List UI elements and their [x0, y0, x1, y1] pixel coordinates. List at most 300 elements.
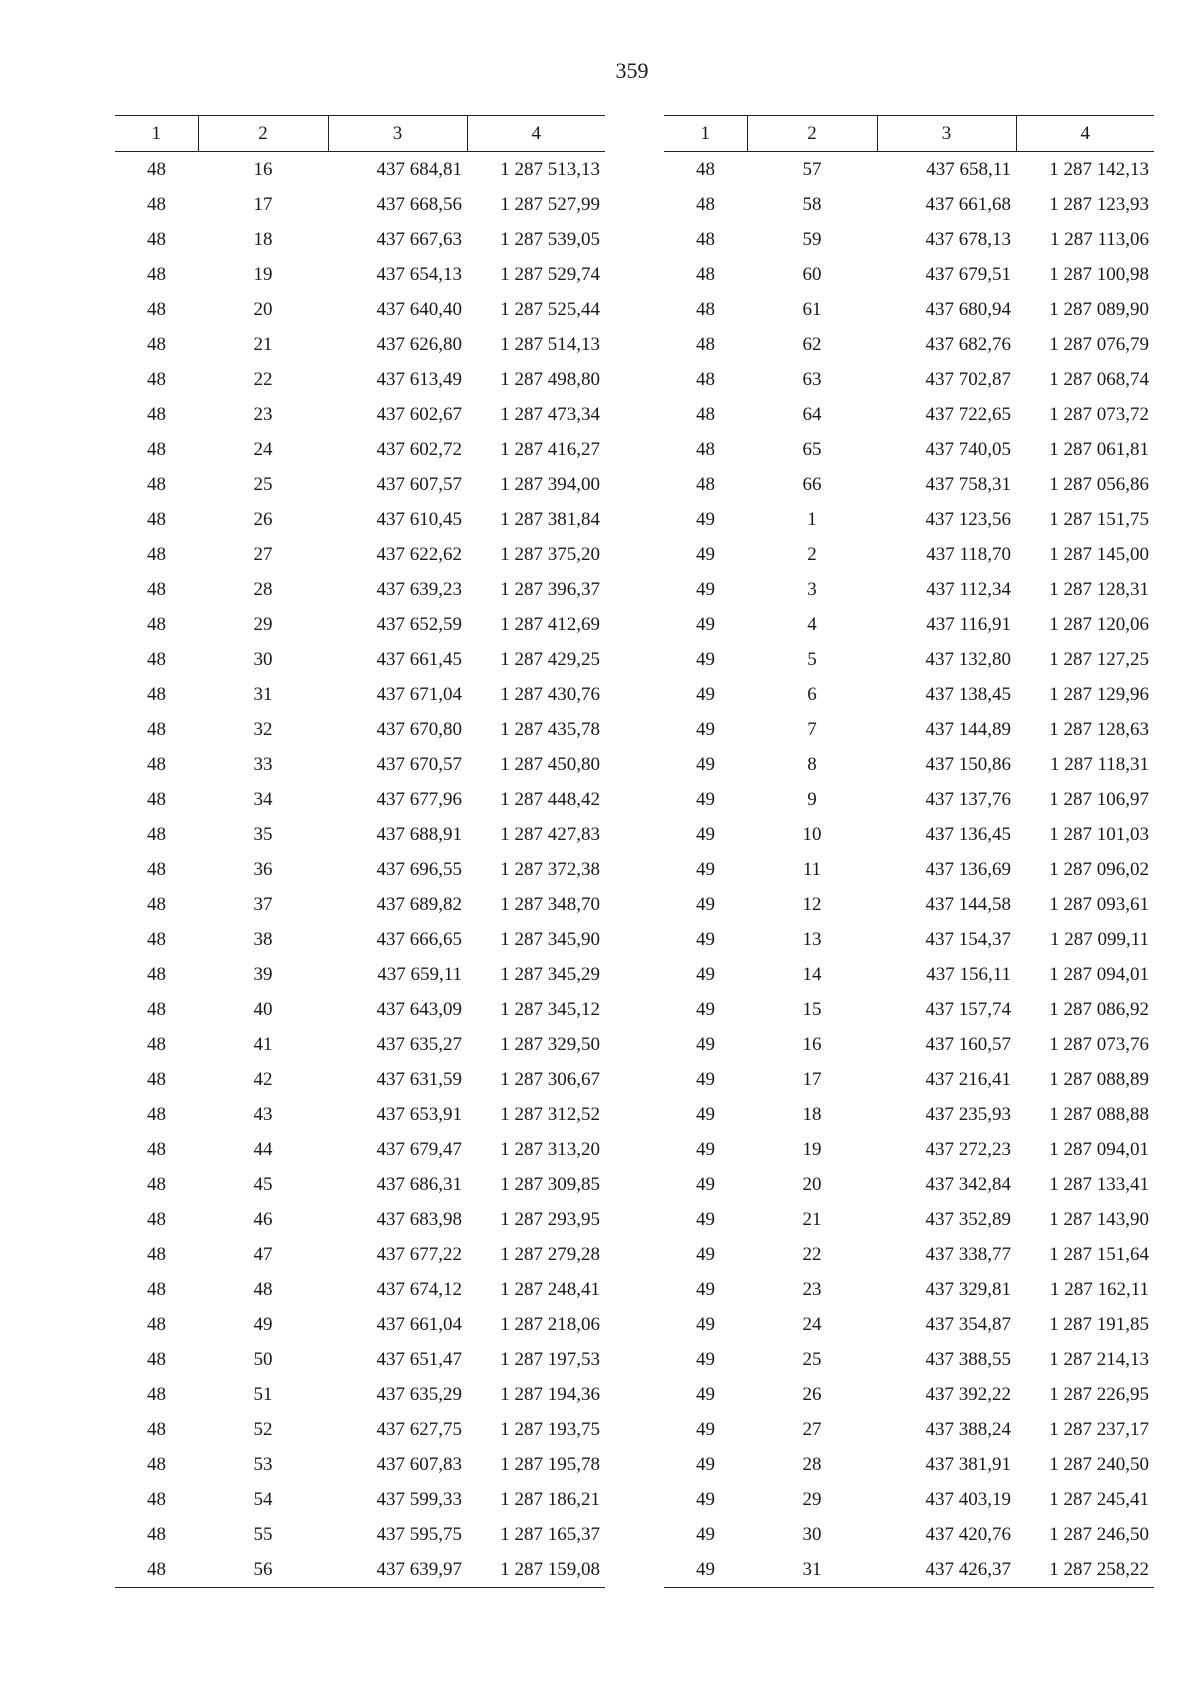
- coordinate-y-cell: 1 287 427,83: [500, 823, 600, 845]
- table-row: [115, 1552, 605, 1588]
- coordinate-x-cell: 437 157,74: [925, 998, 1011, 1020]
- region-number-cell: 48: [147, 1208, 166, 1230]
- point-number-cell: 40: [253, 998, 273, 1020]
- table-row: [115, 432, 605, 467]
- table-row: [664, 187, 1154, 222]
- coordinate-x-cell: 437 137,76: [925, 788, 1011, 810]
- point-number-cell: 21: [802, 1208, 822, 1230]
- region-number-cell: 48: [147, 333, 166, 355]
- point-number-cell: 65: [802, 438, 822, 460]
- coordinate-x-cell: 437 683,98: [376, 1208, 462, 1230]
- region-number-cell: 49: [696, 1383, 715, 1405]
- coordinate-y-cell: 1 287 089,90: [1049, 298, 1149, 320]
- table-row: [664, 1377, 1154, 1412]
- coordinate-x-cell: 437 689,82: [376, 893, 462, 915]
- coordinate-y-cell: 1 287 498,80: [500, 368, 600, 390]
- point-number-cell: 26: [253, 508, 273, 530]
- coordinate-x-cell: 437 661,68: [925, 193, 1011, 215]
- coordinate-y-cell: 1 287 162,11: [1049, 1278, 1149, 1300]
- point-number-cell: 64: [802, 403, 822, 425]
- point-number-cell: 29: [253, 613, 273, 635]
- table-row: [664, 782, 1154, 817]
- coordinate-y-cell: 1 287 525,44: [500, 298, 600, 320]
- region-number-cell: 48: [147, 1418, 166, 1440]
- coordinates-table-left: [115, 115, 605, 1588]
- coordinate-y-cell: 1 287 279,28: [500, 1243, 600, 1265]
- coordinate-y-cell: 1 287 195,78: [500, 1453, 600, 1475]
- coordinate-y-cell: 1 287 128,31: [1049, 578, 1149, 600]
- region-number-cell: 48: [147, 1033, 166, 1055]
- coordinates-table-right: [664, 115, 1154, 1588]
- region-number-cell: 49: [696, 543, 715, 565]
- table-row: [115, 222, 605, 257]
- coordinate-x-cell: 437 116,91: [926, 613, 1011, 635]
- coordinate-x-cell: 437 607,57: [376, 473, 462, 495]
- coordinate-x-cell: 437 118,70: [926, 543, 1011, 565]
- region-number-cell: 48: [147, 578, 166, 600]
- table-row: [115, 1377, 605, 1412]
- coordinate-y-cell: 1 287 345,90: [500, 928, 600, 950]
- table-row: [115, 1342, 605, 1377]
- coordinate-x-cell: 437 674,12: [376, 1278, 462, 1300]
- coordinate-y-cell: 1 287 248,41: [500, 1278, 600, 1300]
- point-number-cell: 44: [253, 1138, 273, 1160]
- region-number-cell: 49: [696, 1208, 715, 1230]
- coordinate-y-cell: 1 287 099,11: [1049, 928, 1149, 950]
- region-number-cell: 48: [147, 1138, 166, 1160]
- point-number-cell: 27: [802, 1418, 822, 1440]
- coordinate-y-cell: 1 287 416,27: [500, 438, 600, 460]
- point-number-cell: 27: [253, 543, 273, 565]
- point-number-cell: 41: [253, 1033, 273, 1055]
- point-number-cell: 46: [253, 1208, 273, 1230]
- coordinate-y-cell: 1 287 429,25: [500, 648, 600, 670]
- region-number-cell: 48: [147, 438, 166, 460]
- coordinate-x-cell: 437 426,37: [877, 1552, 1016, 1588]
- region-number-cell: 48: [147, 403, 166, 425]
- coordinate-x-cell: 437 670,57: [376, 753, 462, 775]
- region-number-cell: 48: [147, 648, 166, 670]
- table-row: [664, 852, 1154, 887]
- point-number-cell: 53: [253, 1453, 273, 1475]
- region-number-cell: 48: [147, 1488, 166, 1510]
- region-number-cell: 48: [147, 1243, 166, 1265]
- region-number-cell: 49: [696, 893, 715, 915]
- table-row: [664, 922, 1154, 957]
- coordinate-y-cell: 1 287 450,80: [500, 753, 600, 775]
- column-header-1: 1: [115, 116, 198, 152]
- table-row: [664, 1062, 1154, 1097]
- coordinate-x-cell: 437 670,80: [376, 718, 462, 740]
- table-row: [664, 747, 1154, 782]
- region-number-cell: 48: [147, 1523, 166, 1545]
- point-number-cell: 61: [802, 298, 822, 320]
- table-row: [115, 1027, 605, 1062]
- coordinate-y-cell: 1 287 096,02: [1049, 858, 1149, 880]
- point-number-cell: 14: [802, 963, 822, 985]
- region-number-cell: 49: [696, 683, 715, 705]
- coordinate-x-cell: 437 677,22: [376, 1243, 462, 1265]
- region-number-cell: 49: [696, 648, 715, 670]
- coordinate-y-cell: 1 287 306,67: [500, 1068, 600, 1090]
- coordinate-x-cell: 437 661,04: [376, 1313, 462, 1335]
- coordinate-x-cell: 437 682,76: [925, 333, 1011, 355]
- table-row: [664, 432, 1154, 467]
- coordinate-x-cell: 437 132,80: [925, 648, 1011, 670]
- coordinate-x-cell: 437 686,31: [376, 1173, 462, 1195]
- region-number-cell: 49: [696, 578, 715, 600]
- coordinate-y-cell: 1 287 151,75: [1049, 508, 1149, 530]
- region-number-cell: 48: [115, 1552, 198, 1588]
- point-number-cell: 31: [253, 683, 273, 705]
- table-row: [664, 992, 1154, 1027]
- table-row: [115, 1517, 605, 1552]
- point-number-cell: 33: [253, 753, 273, 775]
- point-number-cell: 19: [802, 1138, 822, 1160]
- point-number-cell: 42: [253, 1068, 273, 1090]
- region-number-cell: 48: [696, 403, 715, 425]
- coordinate-y-cell: 1 287 430,76: [500, 683, 600, 705]
- coordinate-y-cell: 1 287 197,53: [500, 1348, 600, 1370]
- table-row: [664, 1447, 1154, 1482]
- region-number-cell: 49: [696, 1138, 715, 1160]
- coordinate-y-cell: 1 287 151,64: [1049, 1243, 1149, 1265]
- coordinate-x-cell: 437 235,93: [925, 1103, 1011, 1125]
- coordinate-y-cell: 1 287 309,85: [500, 1173, 600, 1195]
- coordinate-x-cell: 437 392,22: [925, 1383, 1011, 1405]
- region-number-cell: 49: [696, 823, 715, 845]
- table-row: [664, 537, 1154, 572]
- point-number-cell: 26: [802, 1383, 822, 1405]
- coordinate-y-cell: 1 287 142,13: [1049, 158, 1149, 180]
- table-row: [664, 292, 1154, 327]
- point-number-cell: 10: [802, 823, 822, 845]
- region-number-cell: 48: [147, 1103, 166, 1125]
- table-row: [115, 992, 605, 1027]
- coordinate-y-cell: 1 287 293,95: [500, 1208, 600, 1230]
- point-number-cell: 19: [253, 263, 273, 285]
- point-number-cell: 34: [253, 788, 273, 810]
- coordinate-x-cell: 437 639,23: [376, 578, 462, 600]
- coordinate-y-cell: 1 287 218,06: [500, 1313, 600, 1335]
- table-row: [664, 1482, 1154, 1517]
- coordinate-y-cell: 1 287 076,79: [1049, 333, 1149, 355]
- table-row: [664, 222, 1154, 257]
- point-number-cell: 2: [807, 543, 817, 565]
- coordinate-x-cell: 437 639,97: [328, 1552, 467, 1588]
- point-number-cell: 16: [802, 1033, 822, 1055]
- point-number-cell: 13: [802, 928, 822, 950]
- column-header-2: 2: [198, 116, 328, 152]
- coordinate-x-cell: 437 722,65: [925, 403, 1011, 425]
- table-row: [664, 397, 1154, 432]
- table-row: [115, 1062, 605, 1097]
- coordinate-y-cell: 1 287 194,36: [500, 1383, 600, 1405]
- coordinate-y-cell: 1 287 101,03: [1049, 823, 1149, 845]
- table-row: [115, 187, 605, 222]
- region-number-cell: 48: [696, 158, 715, 180]
- point-number-cell: 15: [802, 998, 822, 1020]
- point-number-cell: 22: [253, 368, 273, 390]
- region-number-cell: 48: [147, 998, 166, 1020]
- table-row: [664, 152, 1154, 188]
- point-number-cell: 48: [253, 1278, 273, 1300]
- table-row: [664, 1342, 1154, 1377]
- coordinate-x-cell: 437 160,57: [925, 1033, 1011, 1055]
- coordinate-y-cell: 1 287 381,84: [500, 508, 600, 530]
- coordinate-y-cell: 1 287 113,06: [1049, 228, 1149, 250]
- coordinate-x-cell: 437 667,63: [376, 228, 462, 250]
- point-number-cell: 25: [802, 1348, 822, 1370]
- coordinate-y-cell: 1 287 128,63: [1049, 718, 1149, 740]
- coordinate-x-cell: 437 679,51: [925, 263, 1011, 285]
- table-row: [664, 1132, 1154, 1167]
- table-row: [115, 1307, 605, 1342]
- table-row: [115, 642, 605, 677]
- region-number-cell: 49: [696, 1068, 715, 1090]
- point-number-cell: 35: [253, 823, 273, 845]
- point-number-cell: 7: [807, 718, 817, 740]
- table-row: [115, 152, 605, 188]
- point-number-cell: 45: [253, 1173, 273, 1195]
- coordinate-y-cell: 1 287 127,25: [1049, 648, 1149, 670]
- table-row: [115, 1097, 605, 1132]
- table-row: [664, 1517, 1154, 1552]
- region-number-cell: 48: [696, 333, 715, 355]
- column-header-1: 1: [664, 116, 747, 152]
- coordinate-y-cell: 1 287 226,95: [1049, 1383, 1149, 1405]
- point-number-cell: 30: [253, 648, 273, 670]
- coordinate-x-cell: 437 671,04: [376, 683, 462, 705]
- region-number-cell: 49: [696, 858, 715, 880]
- region-number-cell: 48: [147, 298, 166, 320]
- coordinate-x-cell: 437 144,58: [925, 893, 1011, 915]
- coordinate-x-cell: 437 635,27: [376, 1033, 462, 1055]
- coordinate-y-cell: 1 287 100,98: [1049, 263, 1149, 285]
- coordinate-x-cell: 437 635,29: [376, 1383, 462, 1405]
- table-row: [115, 922, 605, 957]
- coordinate-y-cell: 1 287 394,00: [500, 473, 600, 495]
- column-header-3: 3: [877, 116, 1016, 152]
- table-row: [664, 467, 1154, 502]
- region-number-cell: 48: [147, 788, 166, 810]
- point-number-cell: 3: [807, 578, 817, 600]
- coordinate-x-cell: 437 112,34: [926, 578, 1011, 600]
- region-number-cell: 49: [696, 1103, 715, 1125]
- coordinate-x-cell: 437 654,13: [376, 263, 462, 285]
- coordinate-x-cell: 437 154,37: [925, 928, 1011, 950]
- coordinate-y-cell: 1 287 145,00: [1049, 543, 1149, 565]
- coordinate-y-cell: 1 287 165,37: [500, 1523, 600, 1545]
- coordinate-y-cell: 1 287 412,69: [500, 613, 600, 635]
- table-row: [664, 642, 1154, 677]
- table-row: [664, 1167, 1154, 1202]
- region-number-cell: 48: [147, 1173, 166, 1195]
- point-number-cell: 24: [253, 438, 273, 460]
- coordinate-x-cell: 437 696,55: [376, 858, 462, 880]
- coordinate-x-cell: 437 272,23: [925, 1138, 1011, 1160]
- point-number-cell: 60: [802, 263, 822, 285]
- point-number-cell: 51: [253, 1383, 273, 1405]
- table-header: [115, 116, 605, 152]
- region-number-cell: 48: [147, 613, 166, 635]
- region-number-cell: 49: [696, 1453, 715, 1475]
- coordinate-y-cell: 1 287 313,20: [500, 1138, 600, 1160]
- coordinate-x-cell: 437 144,89: [925, 718, 1011, 740]
- coordinate-y-cell: 1 287 240,50: [1049, 1453, 1149, 1475]
- region-number-cell: 48: [147, 893, 166, 915]
- table-row: [664, 887, 1154, 922]
- region-number-cell: 48: [147, 928, 166, 950]
- coordinate-x-cell: 437 352,89: [925, 1208, 1011, 1230]
- page-number: 359: [615, 58, 649, 83]
- region-number-cell: 49: [696, 718, 715, 740]
- table-row: [115, 607, 605, 642]
- table-row: [664, 327, 1154, 362]
- coordinate-x-cell: 437 702,87: [925, 368, 1011, 390]
- coordinate-y-cell: 1 287 514,13: [500, 333, 600, 355]
- coordinate-x-cell: 437 595,75: [376, 1523, 462, 1545]
- point-number-cell: 18: [802, 1103, 822, 1125]
- region-number-cell: 48: [147, 683, 166, 705]
- table-row: [115, 1482, 605, 1517]
- point-number-cell: 47: [253, 1243, 273, 1265]
- point-number-cell: 57: [802, 158, 822, 180]
- point-number-cell: 20: [253, 298, 273, 320]
- point-number-cell: 21: [253, 333, 273, 355]
- coordinate-y-cell: 1 287 056,86: [1049, 473, 1149, 495]
- coordinate-x-cell: 437 668,56: [376, 193, 462, 215]
- table-header: [664, 116, 1154, 152]
- table-row: [664, 1552, 1154, 1588]
- coordinate-y-cell: 1 287 246,50: [1049, 1523, 1149, 1545]
- point-number-cell: 49: [253, 1313, 273, 1335]
- point-number-cell: 54: [253, 1488, 273, 1510]
- table-row: [115, 887, 605, 922]
- point-number-cell: 18: [253, 228, 273, 250]
- region-number-cell: 48: [147, 1453, 166, 1475]
- table-row: [664, 1202, 1154, 1237]
- coordinate-x-cell: 437 658,11: [926, 158, 1011, 180]
- coordinate-y-cell: 1 287 129,96: [1049, 683, 1149, 705]
- region-number-cell: 48: [147, 1068, 166, 1090]
- coordinate-y-cell: 1 287 088,89: [1049, 1068, 1149, 1090]
- coordinate-x-cell: 437 643,09: [376, 998, 462, 1020]
- region-number-cell: 49: [696, 928, 715, 950]
- table-row: [115, 1237, 605, 1272]
- region-number-cell: 48: [147, 228, 166, 250]
- region-number-cell: 48: [147, 1278, 166, 1300]
- point-number-cell: 38: [253, 928, 273, 950]
- coordinate-x-cell: 437 138,45: [925, 683, 1011, 705]
- coordinate-x-cell: 437 677,96: [376, 788, 462, 810]
- region-number-cell: 49: [696, 963, 715, 985]
- table-row: [115, 1132, 605, 1167]
- coordinate-x-cell: 437 602,72: [376, 438, 462, 460]
- coordinate-y-cell: 1 287 086,92: [1049, 998, 1149, 1020]
- coordinate-x-cell: 437 758,31: [925, 473, 1011, 495]
- point-number-cell: 23: [802, 1278, 822, 1300]
- table-row: [115, 712, 605, 747]
- table-row: [115, 502, 605, 537]
- region-number-cell: 48: [147, 718, 166, 740]
- region-number-cell: 49: [696, 1173, 715, 1195]
- table-row: [664, 1097, 1154, 1132]
- coordinate-y-cell: 1 287 435,78: [500, 718, 600, 740]
- table-row: [115, 397, 605, 432]
- region-number-cell: 49: [696, 1243, 715, 1265]
- column-header-4: 4: [1016, 116, 1154, 152]
- point-number-cell: 37: [253, 893, 273, 915]
- coordinate-y-cell: 1 287 214,13: [1049, 1348, 1149, 1370]
- point-number-cell: 5: [807, 648, 817, 670]
- table-row: [115, 327, 605, 362]
- point-number-cell: 43: [253, 1103, 273, 1125]
- region-number-cell: 48: [696, 263, 715, 285]
- region-number-cell: 49: [696, 1488, 715, 1510]
- table-row: [664, 957, 1154, 992]
- coordinate-y-cell: 1 287 345,12: [500, 998, 600, 1020]
- coordinate-y-cell: 1 287 529,74: [500, 263, 600, 285]
- coordinate-x-cell: 437 388,24: [925, 1418, 1011, 1440]
- coordinate-x-cell: 437 354,87: [925, 1313, 1011, 1335]
- region-number-cell: 49: [696, 998, 715, 1020]
- column-header-2: 2: [747, 116, 877, 152]
- point-number-cell: 30: [802, 1523, 822, 1545]
- coordinate-x-cell: 437 381,91: [925, 1453, 1011, 1475]
- table-row: [664, 1237, 1154, 1272]
- table-row: [115, 747, 605, 782]
- coordinate-y-cell: 1 287 094,01: [1049, 1138, 1149, 1160]
- point-number-cell: 58: [802, 193, 822, 215]
- point-number-cell: 16: [253, 158, 273, 180]
- point-number-cell: 25: [253, 473, 273, 495]
- point-number-cell: 55: [253, 1523, 273, 1545]
- table-row: [664, 677, 1154, 712]
- region-number-cell: 48: [696, 228, 715, 250]
- point-number-cell: 17: [253, 193, 273, 215]
- coordinate-x-cell: 437 602,67: [376, 403, 462, 425]
- table-row: [115, 817, 605, 852]
- region-number-cell: 48: [147, 823, 166, 845]
- table-row: [115, 1447, 605, 1482]
- region-number-cell: 48: [147, 963, 166, 985]
- coordinate-y-cell: 1 287 186,21: [500, 1488, 600, 1510]
- coordinate-x-cell: 437 631,59: [376, 1068, 462, 1090]
- point-number-cell: 50: [253, 1348, 273, 1370]
- coordinate-x-cell: 437 678,13: [925, 228, 1011, 250]
- table-row: [664, 257, 1154, 292]
- coordinate-y-cell: 1 287 245,41: [1049, 1488, 1149, 1510]
- table-row: [664, 1412, 1154, 1447]
- region-number-cell: 48: [147, 1348, 166, 1370]
- region-number-cell: 49: [696, 1348, 715, 1370]
- point-number-cell: 11: [802, 858, 822, 880]
- coordinate-x-cell: 437 651,47: [376, 1348, 462, 1370]
- coordinate-y-cell: 1 287 329,50: [500, 1033, 600, 1055]
- coordinate-x-cell: 437 388,55: [925, 1348, 1011, 1370]
- region-number-cell: 48: [696, 193, 715, 215]
- point-number-cell: 63: [802, 368, 822, 390]
- table-row: [664, 1272, 1154, 1307]
- coordinate-x-cell: 437 680,94: [925, 298, 1011, 320]
- coordinate-x-cell: 437 626,80: [376, 333, 462, 355]
- region-number-cell: 49: [696, 1278, 715, 1300]
- table-row: [664, 1307, 1154, 1342]
- region-number-cell: 48: [696, 473, 715, 495]
- table-row: [115, 1272, 605, 1307]
- coordinate-x-cell: 437 216,41: [925, 1068, 1011, 1090]
